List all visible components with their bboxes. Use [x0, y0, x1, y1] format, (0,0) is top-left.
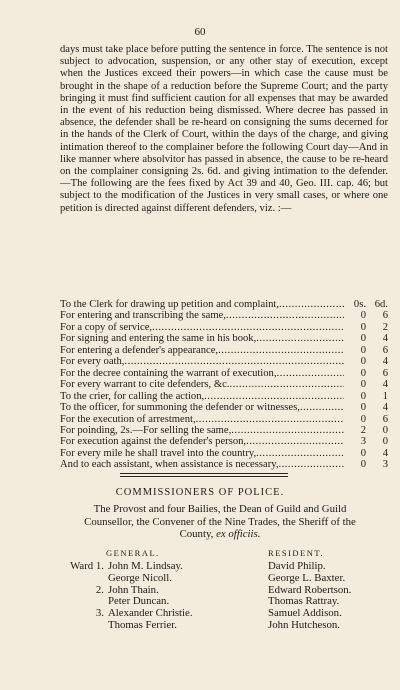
fee-row — [60, 459, 388, 470]
leader-dots — [277, 368, 345, 379]
leader-dots — [226, 310, 344, 321]
fee-row — [60, 368, 388, 379]
ward-number: 3. — [95, 607, 104, 620]
fee-shillings: 0 — [360, 367, 366, 379]
fee-row — [60, 322, 388, 333]
fee-shillings: 0 — [360, 459, 366, 471]
leader-dots — [196, 414, 344, 425]
fee-pence: 4 — [382, 447, 388, 459]
fee-label: To the Clerk for drawing up petition and complaint, — [60, 299, 280, 310]
fee-pence: 4 — [382, 379, 388, 391]
leader-dots — [278, 459, 344, 470]
fee-shillings: 0 — [360, 356, 366, 368]
fee-pence: 3 — [382, 459, 388, 471]
general-member: Peter Duncan. — [108, 595, 170, 608]
fee-row — [60, 310, 388, 321]
fee-shillings: 0 — [360, 413, 366, 425]
leader-dots — [218, 345, 344, 356]
fee-row — [60, 299, 388, 310]
commissioners-intro — [70, 503, 370, 541]
commissioner-row — [60, 620, 400, 632]
fee-label: For signing and entering the same in his book, — [60, 333, 257, 345]
general-member: George Nicoll. — [108, 571, 172, 584]
fee-shillings: 2 — [360, 424, 366, 436]
fee-shillings: 0 — [360, 379, 366, 391]
fee-pence: 0 — [382, 436, 388, 448]
intro-italic: ex officiis. — [216, 528, 261, 540]
page-number: 60 — [194, 26, 206, 38]
fee-pence: 6 — [382, 413, 388, 425]
fee-table — [60, 299, 388, 471]
fee-row — [60, 379, 388, 390]
fee-label: For a copy of service, — [60, 321, 153, 333]
fee-shillings: 0 — [360, 310, 366, 322]
resident-member: Thomas Rattray. — [268, 595, 340, 608]
fee-label: For the execution of arrestment, — [60, 413, 196, 425]
fee-shillings: 0 — [360, 447, 366, 459]
general-member: Thomas Ferrier. — [108, 618, 177, 631]
ward-number: Ward 1. — [70, 560, 104, 572]
fee-label: For entering and transcribing the same, — [60, 310, 226, 322]
fee-shillings: 0 — [360, 402, 366, 414]
ward-number: 2. — [95, 583, 104, 596]
leader-dots — [204, 391, 344, 402]
fee-label: For the decree containing the warrant of execution, — [60, 367, 277, 379]
fee-pence: 4 — [382, 356, 388, 368]
ward-number — [60, 620, 108, 632]
fee-row — [60, 425, 388, 436]
commissioner-list — [60, 561, 400, 632]
fee-row — [60, 333, 388, 344]
fee-row — [60, 356, 388, 367]
section-heading: COMMISSIONERS OF POLICE. — [115, 487, 285, 498]
fee-shillings: 0 — [360, 333, 366, 345]
leader-dots — [124, 356, 344, 367]
fee-pence: 4 — [382, 333, 388, 345]
resident-member: Edward Robertson. — [268, 583, 352, 596]
fee-pence: 6 — [382, 367, 388, 379]
fee-label: And to each assistant, when assistance is necessary, — [60, 459, 279, 471]
fee-label: For entering a defender's appearance, — [60, 344, 219, 356]
fee-pence: 4 — [382, 402, 388, 414]
fee-shillings: 3 — [360, 436, 366, 448]
fee-pence: 0 — [382, 424, 388, 436]
leader-dots — [246, 436, 344, 447]
leader-dots — [279, 299, 344, 310]
resident-member: Samuel Addison. — [268, 607, 342, 620]
body-paragraph: days must take place before putting the sentence in force. The sentence is not subject to advocation, suspension, or any other stay of execution, except when the Justices exceed their powers—in which case the cause must be brought in the shape of a reduction before the Supreme Court; and the party bringing it must find sufficient caution for all expenses that may be awarded in the event of his reduction being dismissed. Where decree has passed in absence, the defender shall be re-heard on consigning the sums decerned for in the hands of the Clerk of Court, within the days of the charge, and giving intimation thereof to the complainer before the following Court day—And in like manner where absolvitor has passed in absence, the cause to be re-heard on the complainer consigning 2s. 6d. and giving intimation to the defender.—The following are the fees fixed by Act 39 and 40, Geo. III. cap. 46; but subject to the modification of the Justices in very small cases, or where one petition is directed against different defenders, viz. :— — [60, 44, 388, 214]
fee-label: For execution against the defender's person, — [60, 436, 247, 448]
leader-dots — [229, 379, 344, 390]
fee-row — [60, 391, 388, 402]
leader-dots — [256, 333, 344, 344]
fee-row — [60, 436, 388, 447]
fee-label: To the crier, for calling the action, — [60, 390, 205, 402]
fee-shillings: 0 — [360, 390, 366, 402]
general-member: John Thain. — [108, 583, 159, 596]
resident-member: David Philip. — [268, 560, 326, 572]
fee-row — [60, 345, 388, 356]
ward-number — [60, 573, 108, 585]
fee-pence: 1 — [382, 390, 388, 402]
general-member: Alexander Christie. — [108, 607, 193, 620]
general-member: John M. Lindsay. — [108, 560, 183, 572]
leader-dots — [231, 425, 344, 436]
fee-label: For poinding, 2s.—For selling the same, — [60, 424, 232, 436]
fee-pence: 6 — [382, 344, 388, 356]
fee-row — [60, 414, 388, 425]
intro-text: The Provost and four Bailies, the Dean of Guild and Guild Counsellor, the Convener of the Nine Trades, the Sheriff of the County, — [84, 503, 356, 540]
fee-shillings: 0s. — [353, 299, 366, 310]
fee-pence: 6d. — [374, 299, 388, 310]
fee-shillings: 0 — [360, 321, 366, 333]
fee-label: For every warrant to cite defenders, &c. — [60, 379, 230, 391]
fee-label: To the officer, for summoning the defender or witnesses, — [60, 402, 300, 414]
fee-pence: 6 — [382, 310, 388, 322]
resident-member: John Hutcheson. — [268, 618, 340, 631]
resident-column-heading: RESIDENT. — [268, 548, 325, 558]
general-column-heading: GENERAL. — [106, 548, 160, 558]
fee-row — [60, 402, 388, 413]
fee-row — [60, 448, 388, 459]
leader-dots — [256, 448, 344, 459]
fee-pence: 2 — [382, 321, 388, 333]
fee-shillings: 0 — [360, 344, 366, 356]
resident-member: George L. Baxter. — [268, 571, 346, 584]
leader-dots — [152, 322, 344, 333]
fee-label: For every oath, — [60, 356, 125, 368]
leader-dots — [300, 402, 344, 413]
commissioner-row — [60, 573, 400, 585]
fee-label: For every mile he shall travel into the country, — [60, 447, 257, 459]
double-rule-divider — [120, 473, 288, 477]
